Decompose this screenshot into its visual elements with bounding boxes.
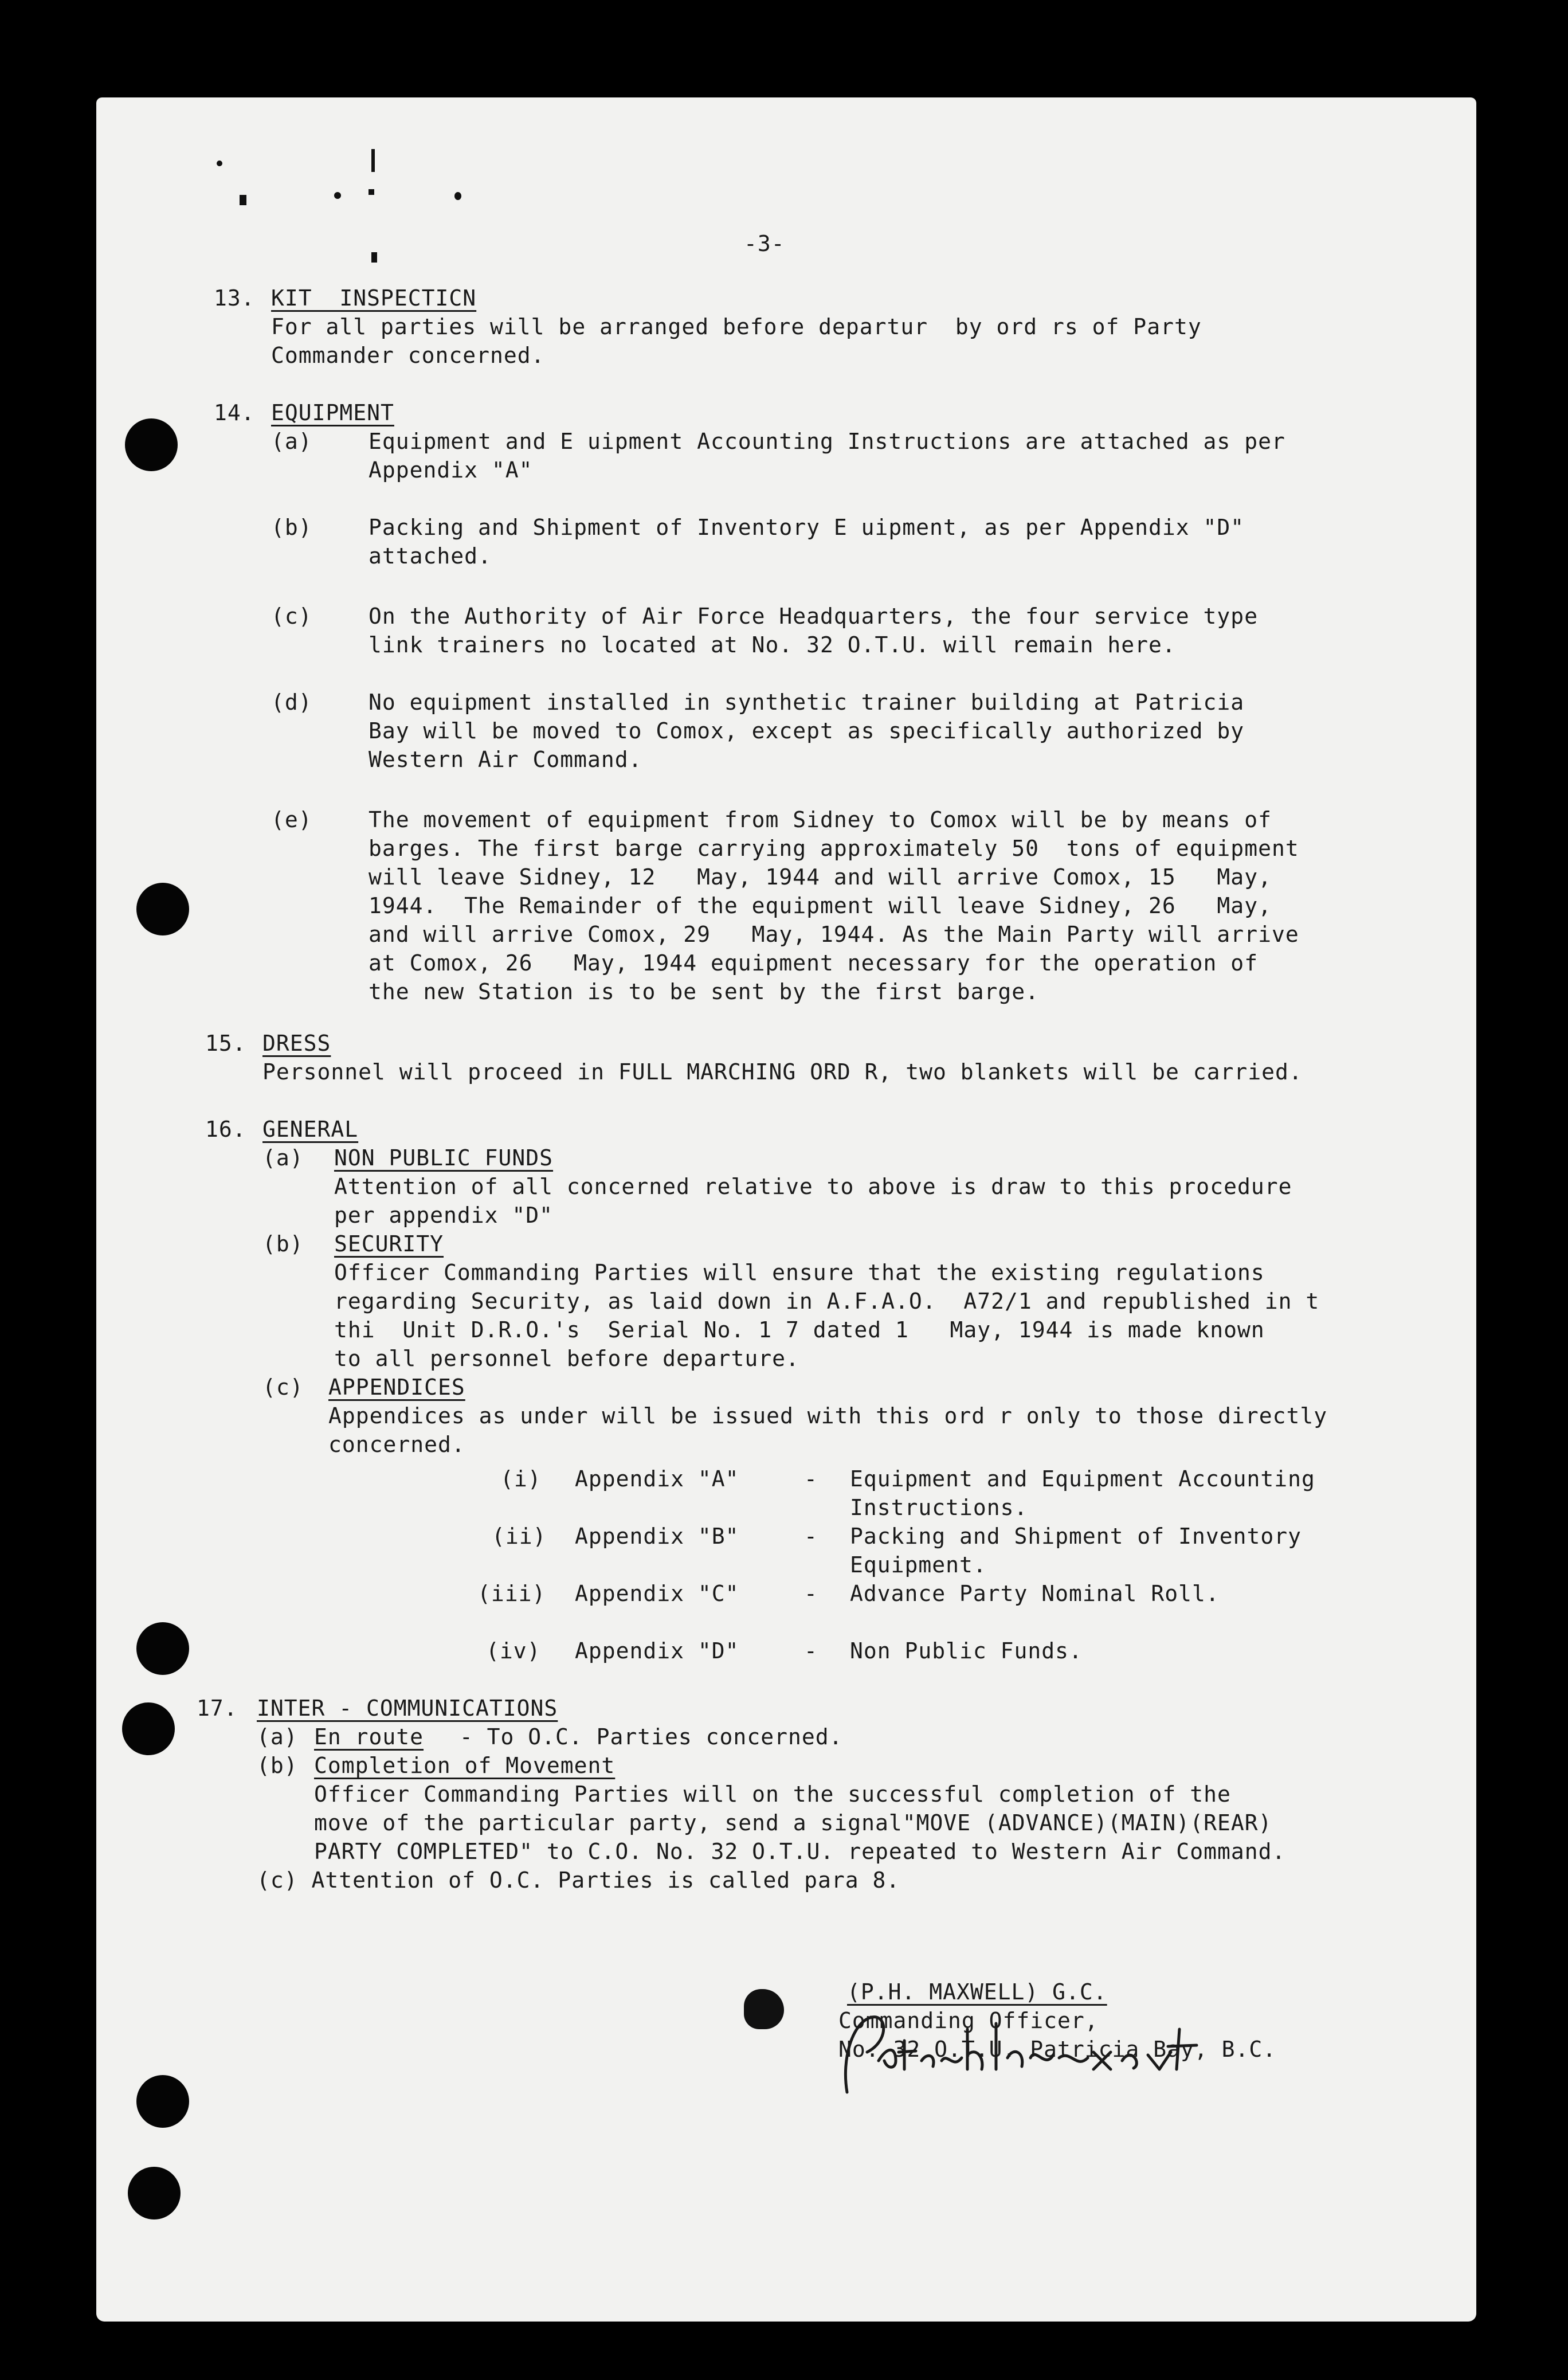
punch-hole: [125, 418, 178, 471]
punch-hole: [136, 2075, 189, 2128]
item-17b-line: PARTY COMPLETED" to C.O. No. 32 O.T.U. repeated to Western Air Command.: [314, 1839, 1286, 1864]
item-17b-title: Completion of Movement: [314, 1753, 616, 1778]
punch-hole: [136, 883, 189, 935]
item-14b-line: attached.: [369, 543, 492, 569]
item-14b-label: (b): [271, 515, 312, 540]
appendix-desc: Non Public Funds.: [850, 1638, 1083, 1663]
signature-unit: No. 32 O.T.U. Patricia Bay, B.C.: [838, 2037, 1277, 2062]
section-16-heading: GENERAL: [262, 1117, 359, 1142]
scan-speck: [371, 149, 375, 172]
appendix-dash: -: [804, 1581, 818, 1606]
item-14e-line: the new Station is to be sent by the first barge.: [369, 979, 1040, 1004]
item-16c-title: APPENDICES: [328, 1375, 465, 1400]
item-14e-line: will leave Sidney, 12 May, 1944 and will arrive Comox, 15 May,: [369, 864, 1272, 890]
item-14e-line: at Comox, 26 May, 1944 equipment necessary for the operation of: [369, 950, 1259, 976]
item-16a-line: Attention of all concerned relative to above is draw to this procedure: [334, 1174, 1292, 1199]
item-14d-line: No equipment installed in synthetic trainer building at Patricia: [369, 690, 1245, 715]
item-16b-title: SECURITY: [334, 1231, 444, 1256]
section-14-heading: EQUIPMENT: [271, 400, 394, 425]
appendix-num: (ii): [492, 1524, 547, 1549]
appendix-num: (i): [500, 1466, 542, 1492]
document-page: [96, 97, 1476, 2322]
punch-hole: [122, 1702, 175, 1755]
item-14c-label: (c): [271, 604, 312, 629]
appendix-dash: -: [804, 1638, 818, 1663]
item-14c-line: link trainers no located at No. 32 O.T.U. will remain here.: [369, 632, 1176, 657]
item-16b-line: regarding Security, as laid down in A.F.A.O. A72/1 and republished in t: [334, 1289, 1320, 1314]
item-14d-line: Bay will be moved to Comox, except as specifically authorized by: [369, 718, 1245, 743]
appendix-desc: Equipment.: [850, 1552, 987, 1577]
item-14e-line: 1944. The Remainder of the equipment will leave Sidney, 26 May,: [369, 893, 1272, 918]
appendix-name: Appendix "D": [575, 1638, 739, 1663]
section-15-line: Personnel will proceed in FULL MARCHING ORD R, two blankets will be carried.: [262, 1059, 1303, 1085]
section-13-line: For all parties will be arranged before departur by ord rs of Party: [271, 314, 1202, 339]
item-16b-label: (b): [262, 1231, 304, 1256]
item-14a-line: Appendix "A": [369, 457, 533, 483]
punch-hole: [128, 2167, 181, 2219]
item-17a-title: En route: [314, 1724, 424, 1749]
signature-name: (P.H. MAXWELL) G.C.: [847, 1979, 1107, 2005]
appendix-num: (iii): [477, 1581, 546, 1606]
item-17b-line: move of the particular party, send a signal"MOVE (ADVANCE)(MAIN)(REAR): [314, 1810, 1272, 1835]
item-17b-label: (b): [257, 1753, 298, 1778]
section-15-heading: DRESS: [262, 1031, 331, 1056]
appendix-desc: Packing and Shipment of Inventory: [850, 1524, 1302, 1549]
appendix-num: (iv): [486, 1638, 541, 1663]
item-16a-line: per appendix "D": [334, 1203, 554, 1228]
scan-speck: [369, 189, 374, 195]
appendix-name: Appendix "B": [575, 1524, 739, 1549]
item-16b-line: Officer Commanding Parties will ensure that the existing regulations: [334, 1260, 1265, 1285]
item-14c-line: On the Authority of Air Force Headquarters, the four service type: [369, 604, 1259, 629]
section-13-number: 13.: [214, 285, 255, 311]
appendix-desc: Advance Party Nominal Roll.: [850, 1581, 1220, 1606]
item-14d-label: (d): [271, 690, 312, 715]
section-17-heading: INTER - COMMUNICATIONS: [257, 1696, 558, 1721]
scan-speck: [371, 252, 377, 263]
signature-title: Commanding Officer,: [838, 2008, 1099, 2033]
section-16-number: 16.: [205, 1117, 246, 1142]
item-17b-line: Officer Commanding Parties will on the successful completion of the: [314, 1782, 1231, 1807]
item-14e-line: The movement of equipment from Sidney to Comox will be by means of: [369, 807, 1272, 832]
section-13-heading: KIT INSPECTICN: [271, 285, 477, 311]
scan-speck: [334, 192, 341, 199]
scan-speck: [217, 161, 222, 166]
appendix-dash: -: [804, 1524, 818, 1549]
item-14b-line: Packing and Shipment of Inventory E uipment, as per Appendix "D": [369, 515, 1245, 540]
item-17c-line: (c) Attention of O.C. Parties is called para 8.: [257, 1868, 900, 1893]
page-number: -3-: [744, 231, 785, 256]
scan-speck: [240, 195, 246, 205]
item-16b-line: thi Unit D.R.O.'s Serial No. 1 7 dated 1 May, 1944 is made known: [334, 1317, 1265, 1342]
item-14e-line: and will arrive Comox, 29 May, 1944. As the Main Party will arrive: [369, 922, 1299, 947]
appendix-name: Appendix "A": [575, 1466, 739, 1492]
item-16b-line: to all personnel before departure.: [334, 1346, 799, 1371]
appendix-name: Appendix "C": [575, 1581, 739, 1606]
item-14d-line: Western Air Command.: [369, 747, 642, 772]
appendix-desc: Equipment and Equipment Accounting: [850, 1466, 1315, 1492]
item-16c-line: concerned.: [328, 1432, 465, 1457]
appendix-desc: Instructions.: [850, 1495, 1028, 1520]
item-14e-label: (e): [271, 807, 312, 832]
section-17-number: 17.: [197, 1696, 238, 1721]
item-16c-label: (c): [262, 1375, 304, 1400]
item-17a-text: - To O.C. Parties concerned.: [446, 1724, 843, 1749]
appendix-dash: -: [804, 1466, 818, 1492]
item-16a-label: (a): [262, 1145, 304, 1171]
item-17a-label: (a): [257, 1724, 298, 1749]
item-14a-label: (a): [271, 429, 312, 454]
item-14e-line: barges. The first barge carrying approximately 50 tons of equipment: [369, 836, 1299, 861]
section-15-number: 15.: [205, 1031, 246, 1056]
item-16c-line: Appendices as under will be issued with this ord r only to those directly: [328, 1403, 1328, 1428]
ink-blot: [744, 1989, 784, 2029]
section-13-line: Commander concerned.: [271, 343, 545, 368]
punch-hole: [136, 1622, 189, 1675]
item-14a-line: Equipment and E uipment Accounting Instructions are attached as per: [369, 429, 1285, 454]
section-14-number: 14.: [214, 400, 255, 425]
scan-speck: [454, 192, 461, 200]
item-16a-title: NON PUBLIC FUNDS: [334, 1145, 554, 1171]
